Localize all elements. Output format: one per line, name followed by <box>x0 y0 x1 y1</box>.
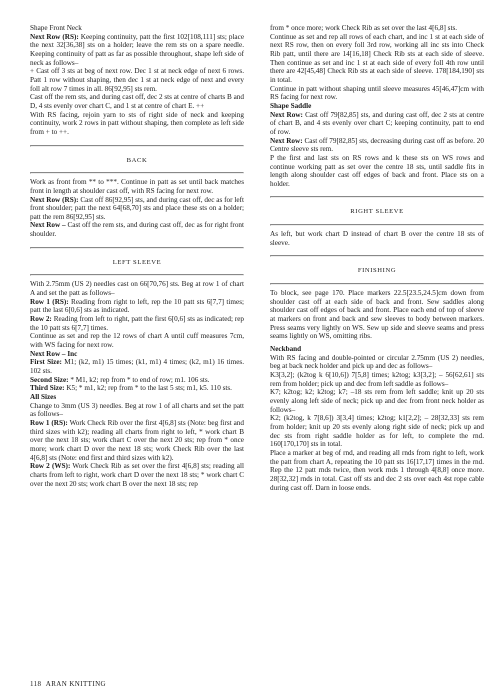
row-label: Third Size: <box>30 384 65 393</box>
row-text: Cast off 79[82,85] sts, and during cast off, dec 2 sts at centre of chart B, and 4 sts evenly over chart C; keeping continuity, patt to end of row. <box>270 110 484 136</box>
front-neck-next-row <box>30 33 244 68</box>
row-text: Reading from left to right, patt the first 6[0,6] sts as indicated; rep the 10 patt sts 6[7,7] times. <box>30 315 245 332</box>
row-label: Second Size: <box>30 375 69 384</box>
row-label: All Sizes <box>30 392 57 401</box>
back-next-row-rs <box>30 196 244 222</box>
row-text: Cast off 79[82,85] sts, decreasing during cast off as before. 20 Centre sleeve sts rem. <box>270 136 484 154</box>
neckband-text-3: K7; k2tog; k2; k2tog; k7; –18 sts rem from left saddle; knit up 20 sts evenly along left side of neck; pick up and dec from front neck holder as follows– <box>270 388 484 414</box>
row-text: Keeping continuity, patt the first 102[108,111] sts; place the next 32[36,38] sts on a holder; leave the rem sts on a spare needle. Keeping continuity of patt as far as possible throughout, shape left side of neck as follows– <box>30 32 245 67</box>
sleeve-third-size <box>30 384 244 393</box>
shape-front-neck-heading: Shape Front Neck <box>30 24 82 32</box>
row-label: Next Row: <box>270 110 303 119</box>
back-heading: BACK <box>126 156 148 164</box>
divider <box>30 172 244 174</box>
divider <box>30 247 244 249</box>
row-label: First Size: <box>30 358 62 367</box>
left-column <box>30 24 244 488</box>
shape-saddle-heading <box>270 102 484 111</box>
divider <box>270 224 484 226</box>
sleeve-row1 <box>30 298 244 315</box>
section-label: Shape Saddle <box>270 101 312 110</box>
front-neck-plus-para: + Cast off 3 sts at beg of next row. Dec 1 st at neck edge of next 6 rows. Patt 1 row without shaping, then dec 1 st at neck edge of next and every foll alt row 7 times in all. 86[92,95] sts rem. <box>30 67 244 93</box>
row-label: Row 2: <box>30 315 52 324</box>
right-sleeve-heading: RIGHT SLEEVE <box>350 208 404 216</box>
saddle-row2 <box>270 137 484 154</box>
divider <box>270 283 484 285</box>
row-text: Reading from right to left, rep the 10 patt sts 6[7,7] times; patt the last 6[0,6] sts as indicated. <box>30 297 244 315</box>
left-sleeve-heading: LEFT SLEEVE <box>112 258 162 266</box>
sleeve-continue-inc: Continue as set and rep all rows of each chart, and inc 1 st at each side of next RS row, then on every foll 3rd row, working all inc sts into Check Rib patt, until there are 14[16,18] Check Rib sts at each side of sleeve. Then continue as set and inc 1 st at each side of every foll 4th row until there are 42[45,48] Check Rib sts at each side of sleeve. 178[184,190] sts in total. <box>270 32 484 84</box>
sleeve-cont: from * once more; work Check Rib as set over the last 4[6,8] sts. <box>270 24 458 32</box>
sleeve-inc-heading <box>30 350 244 359</box>
sleeve-row1-rs <box>30 419 244 462</box>
row-label: Next Row (RS): <box>30 195 79 204</box>
sleeve-all-sizes <box>30 393 244 402</box>
row-label: Next Row: <box>270 136 303 145</box>
back-next-row <box>30 221 244 238</box>
divider <box>270 196 484 198</box>
sleeve-row2-ws <box>30 462 244 488</box>
neckband-text-1: With RS facing and double-pointed or circular 2.75mm (US 2) needles, beg at back neck holder and pick up and dec as follows– <box>270 353 484 371</box>
finishing-text: To block, see page 170. Place markers 22.5[23.5,24.5]cm down from shoulder cast off at each side of back and front. Sew saddles along shoulder cast off edges of back and front. Place each end of top of sleeve at markers on front and back and sew sleeves to body between markers. Press seams very lightly on WS. Sew up side and sleeve seams and press seams lightly on WS, omitting ribs. <box>270 289 484 341</box>
row-label: Row 2 (WS): <box>30 462 71 471</box>
back-intro: Work as front from ** to ***. Continue in patt as set until back matches front in length at shoulder cast off, with RS facing for next row. <box>30 178 244 195</box>
left-sleeve-intro: With 2.75mm (US 2) needles cast on 66[70,76] sts. Beg at row 1 of chart A and set the patt as follows– <box>30 280 244 298</box>
neckband-text-2: K3[3,2]; (k2tog k 6[10,6]) 7[5,8] times; k2tog; k3[3,2]; – 56[62,61] sts rem from holder; pick up and dec from left saddle as follows– <box>270 371 484 388</box>
divider <box>270 255 484 257</box>
row-text: Cast off 86[92,95] sts, and during cast off, dec as for left front shoulder; patt the next 64[68,70] sts and place these sts on a holder; patt the rem 86[92,95] sts. <box>30 195 244 221</box>
right-column <box>270 24 484 492</box>
row-text: M1; (k2, m1) 15 times; (k1, m1) 4 times; (k2, m1) 16 times. 102 sts. <box>30 358 244 375</box>
right-sleeve-text: As left, but work chart D instead of chart B over the centre 18 sts of sleeve. <box>270 230 484 247</box>
row-text: * M1, k2; rep from * to end of row; m1. 106 sts. <box>70 375 210 384</box>
row-label: Row 1 (RS): <box>30 418 68 427</box>
neckband-text-5: Place a marker at beg of rnd, and reading all rnds from right to left, work the patt from chart A, repeating the 10 patt sts 16[17,17] times in the rnd. Rep the 12 patt rnds twice, then work rnds 1 through 4[8,8] once more. 28[32,32] rnds in total. Cast off sts and dec 2 sts over each 4st rope cable during cast off. Darn in loose ends. <box>270 448 484 492</box>
sleeve-row2 <box>30 315 244 332</box>
row-label: Next Row – <box>30 221 66 230</box>
divider <box>30 145 244 147</box>
row-label: Row 1 (RS): <box>30 297 69 306</box>
sleeve-first-size <box>30 358 244 375</box>
section-label: Neckband <box>270 345 302 354</box>
neckband-text-4: K2; (k2tog, k 7[8,6]) 3[3,4] times; k2tog; k1[2,2]; – 28[32,33] sts rem from holder; knit up 20 sts evenly along right side of neck; pick up and dec sts from right saddle holder as for left, to complete the rnd. 160[170,170] sts in total. <box>270 414 484 449</box>
sleeve-continue-patt: Continue in patt without shaping until sleeve measures 45[46,47]cm with RS facing for next row. <box>270 84 484 102</box>
row-text: Cast off the rem sts, and during cast off, dec as for right front shoulder. <box>30 221 244 239</box>
saddle-row1 <box>270 111 484 137</box>
front-neck-cast-off-para: Cast off the rem sts, and during cast off, dec 2 sts at centre of charts B and D, 4 sts evenly over chart C, and 1 st at centre of chart E. ++ <box>30 93 244 110</box>
sleeve-change: Change to 3mm (US 3) needles. Beg at row 1 of all charts and set the patt as follows– <box>30 401 244 419</box>
row-text: Work Check Rib over the first 4[6,8] sts (Note: beg first and third sizes with k2); reading all charts from right to left, * work chart B over the next 18 sts; work chart C over the next 20 sts; rep from * once more; work chart D over the next 18 sts; work Check Rib over the last 4[6,8] sts (Note: end first and third sizes with k2). <box>30 418 244 462</box>
running-title: ARAN KNITTING <box>45 680 106 688</box>
divider <box>30 274 244 276</box>
row-text: Work Check Rib as set over the first 4[6,8] sts; reading all charts from left to right, work chart D over the next 18 sts; * work chart C over the next 20 sts; work chart B over the next 18 sts; rep <box>30 462 244 488</box>
page-number: 118 <box>30 680 42 688</box>
page-footer <box>30 680 106 688</box>
row-label: Next Row (RS): <box>30 32 79 41</box>
sleeve-continue: Continue as set and rep the 12 rows of chart A until cuff measures 7cm, with WS facing for next row. <box>30 332 244 350</box>
row-text: K5; * m1, k2; rep from * to the last 5 sts; m1, k5. 110 sts. <box>66 384 232 393</box>
sleeve-second-size <box>30 376 244 385</box>
saddle-p-para: P the first and last sts on RS rows and k these sts on WS rows and continue working patt as set over the centre 18 sts, until saddle fits in length along shoulder cast off edges of back and front. Place sts on a holder. <box>270 153 484 188</box>
finishing-heading: FINISHING <box>357 267 397 275</box>
row-label: Next Row – Inc <box>30 349 78 358</box>
neckband-heading <box>270 345 484 354</box>
front-neck-rejoin-para: With RS facing, rejoin yarn to sts of right side of neck and keeping continuity, work 2 rows in patt without shaping, then complete as left side from + to ++. <box>30 110 244 136</box>
